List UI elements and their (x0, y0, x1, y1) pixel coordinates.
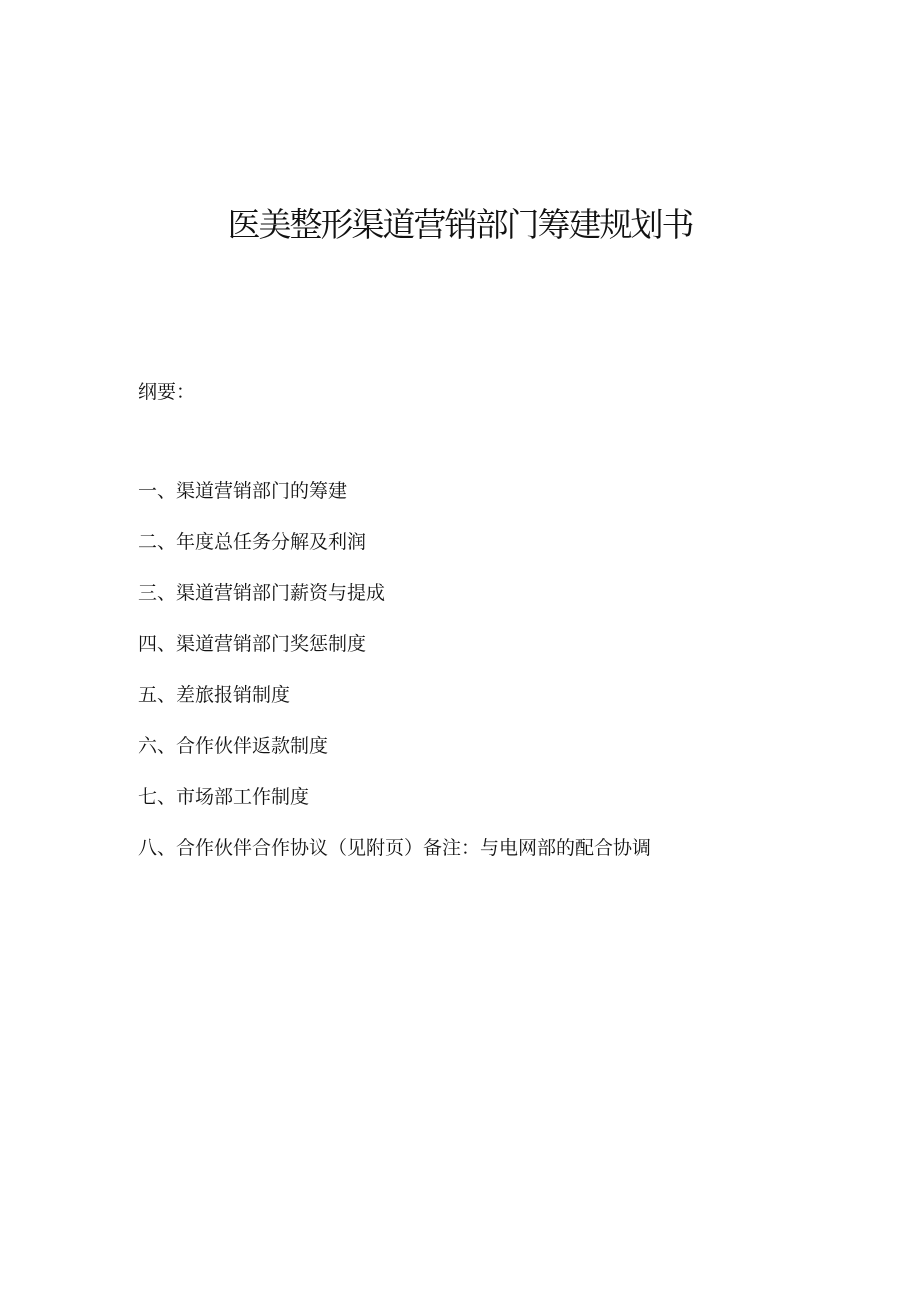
outline-label: 纲要： (138, 381, 196, 403)
outline-item: 八、合作伙伴合作协议（见附页）备注：与电网部的配合协调 (138, 837, 652, 859)
outline-item: 一、渠道营销部门的筹建 (138, 480, 348, 502)
outline-list (138, 477, 838, 885)
document-title: 医美整形渠道营销部门筹建规划书 (227, 205, 693, 244)
outline-item: 四、渠道营销部门奖惩制度 (138, 633, 367, 655)
outline-item: 六、合作伙伴返款制度 (138, 735, 329, 757)
outline-item: 七、市场部工作制度 (138, 786, 310, 808)
outline-item: 三、渠道营销部门薪资与提成 (138, 582, 386, 604)
outline-item: 二、年度总任务分解及利润 (138, 531, 367, 553)
outline-item: 五、差旅报销制度 (138, 684, 291, 706)
